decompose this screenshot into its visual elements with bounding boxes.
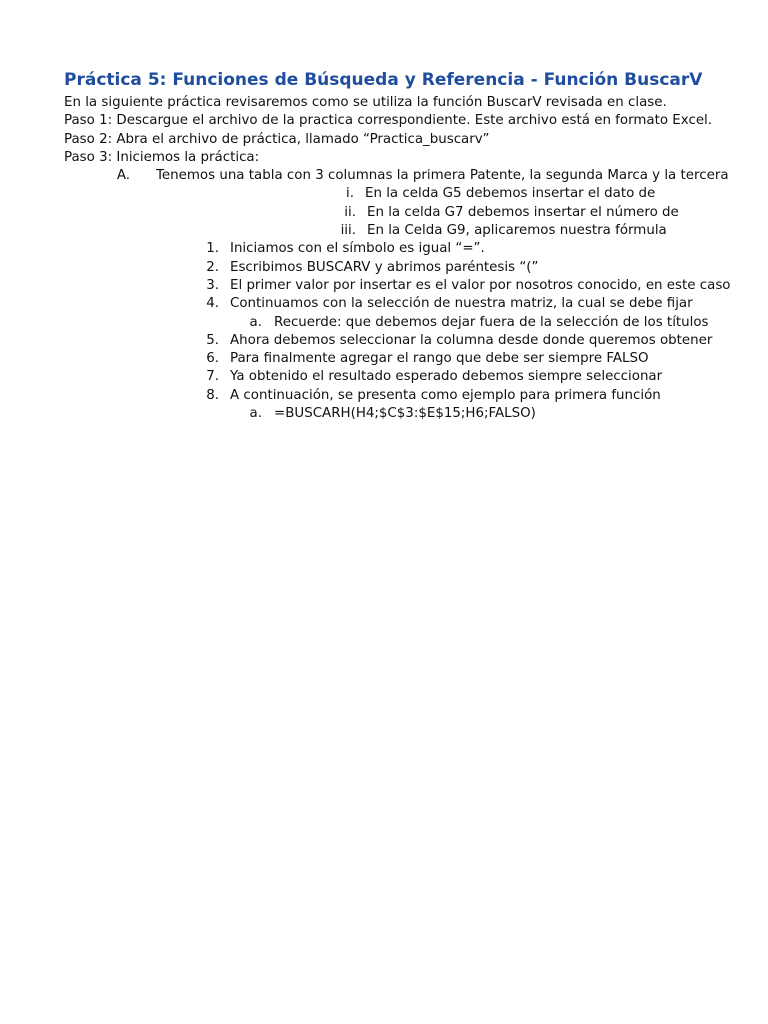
list-item-text: En la celda G5 debemos insertar el dato de — [365, 186, 656, 202]
step-3-text: Paso 3: Iniciemos la práctica: — [64, 149, 260, 165]
list-item — [64, 295, 693, 313]
list-marker: 8. — [206, 387, 219, 403]
list-marker: 3. — [206, 277, 219, 293]
list-item — [64, 314, 709, 332]
list-marker: 2. — [206, 259, 219, 275]
formula-text: =BUSCARH(H4;$C$3:$E$15;H6;FALSO) — [274, 406, 536, 422]
list-item-text: A continuación, se presenta como ejemplo para primera función — [230, 387, 661, 403]
list-marker: 4. — [206, 296, 219, 312]
list-item-text: Iniciamos con el símbolo es igual “=”. — [230, 241, 485, 257]
list-marker: a. — [249, 314, 262, 330]
intro-paragraph — [64, 94, 667, 112]
list-item-text: Para finalmente agregar el rango que debe ser siempre FALSO — [230, 351, 649, 367]
list-item — [64, 185, 658, 203]
list-marker: i. — [346, 186, 354, 202]
list-item — [64, 204, 679, 222]
step-1-text: Paso 1: Descargue el archivo de la practica correspondiente. Este archivo está en formato Excel. — [64, 113, 713, 129]
list-marker: 6. — [206, 351, 219, 367]
list-item — [64, 368, 663, 386]
step-2-text: Paso 2: Abra el archivo de práctica, llamado “Practica_buscarv” — [64, 131, 490, 147]
step-line — [64, 112, 713, 130]
list-item-text: En la celda G7 debemos insertar el número de — [367, 204, 679, 220]
list-item — [64, 222, 667, 240]
list-marker: 7. — [206, 369, 219, 385]
list-item — [64, 240, 658, 258]
list-item — [64, 387, 661, 405]
intro-text: En la siguiente práctica revisaremos como se utiliza la función BuscarV revisada en clase. — [64, 95, 667, 110]
list-marker: iii. — [340, 223, 356, 239]
list-item-text: Continuamos con la selección de nuestra matriz, la cual se debe fijar — [230, 296, 693, 312]
list-item-text: Escribimos BUSCARV y abrimos paréntesis “(” — [230, 259, 539, 275]
list-item-text: Ya obtenido el resultado esperado debemos siempre seleccionar — [230, 369, 663, 385]
list-item-text: Ahora debemos seleccionar la columna desde donde queremos obtener — [230, 332, 713, 348]
step-line — [64, 131, 658, 149]
list-marker: a. — [249, 406, 262, 422]
list-item — [64, 332, 713, 350]
list-item — [64, 259, 658, 277]
step-line — [64, 149, 658, 167]
list-item — [64, 405, 658, 423]
list-item-text: Recuerde: que debemos dejar fuera de la selección de los títulos — [274, 314, 709, 330]
list-marker: ii. — [344, 204, 356, 220]
list-marker: A. — [116, 168, 130, 184]
page-title: Práctica 5: Funciones de Búsqueda y Referencia - Función BuscarV — [64, 70, 703, 90]
list-marker: 1. — [206, 241, 219, 257]
list-item — [64, 277, 731, 295]
list-item — [64, 167, 729, 185]
list-marker: 5. — [206, 332, 219, 348]
list-item — [64, 350, 658, 368]
list-item-text: Tenemos una tabla con 3 columnas la primera Patente, la segunda Marca y la tercera — [156, 168, 729, 184]
document-content — [64, 68, 731, 423]
list-item-text: El primer valor por insertar es el valor por nosotros conocido, en este caso — [230, 277, 731, 293]
list-item-text: En la Celda G9, aplicaremos nuestra fórmula — [367, 223, 667, 239]
